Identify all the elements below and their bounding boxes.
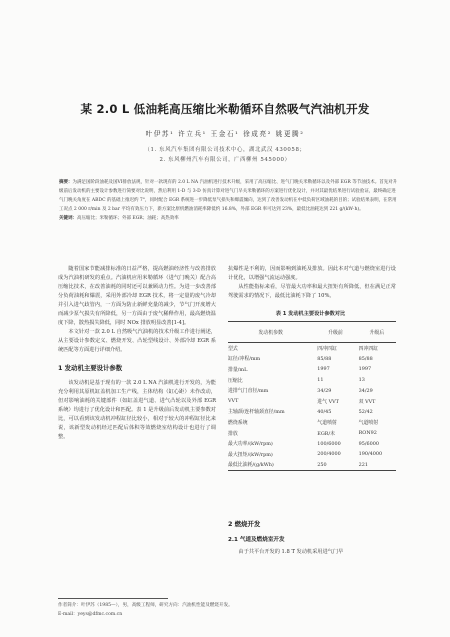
table-row [228,417,396,428]
author-list: 叶伊苏¹ 许立兵¹ 王金石¹ 徐成亮² 姚更腾² [145,130,305,138]
table-cell: 四冲四缸 [317,345,337,352]
author-email: E-mail：yeys@dfmc.com.cn [58,612,123,617]
table-cell: 221 [355,460,396,471]
keywords-text: 高压缩比；米勒循环；外部 EGR；油耗；高热效率 [77,216,179,222]
intro-paragraph-1: 随着国家节能减排标准的日益严格，提高燃油经济性与改善排放成为汽油机研发的重点。汽油机应用米勒循环（进气门晚关）配合高压缩比技术，在改善油耗的同时还可以兼顾动力性。为进一步改善部分负荷油耗和爆震，采用外部冷却 EGR 技术，将一定量的废气冷却并引入进气歧管内，一方面为防止新鲜充量的减少，节气门开度增大而减少泵气损失有所降低，另一方面由于废气稀释作用，最高燃烧温度下降，散热损失降低，同时 NOx 排放明显改善[1-4]。 [58,266,216,326]
table-cell: 11 [317,377,324,384]
table-row [228,385,396,396]
table-cell: 13 [358,377,365,384]
table-row [228,460,396,471]
table-cell: 100/6000 [317,440,341,447]
table-cell: 34/29 [317,387,332,394]
table-cell: 190/4000 [358,451,383,458]
table-cell: 进气 VVT [317,398,339,405]
table-cell: 排量/mL [228,366,248,373]
section-1-paragraph: 该发动机是基于现有的一款 2.0 L NA 汽油机进行开发的，为能充分利用其原机缸盖机加工生产线，主体结构（缸心距）未作改动，但对影响油耗的关键部件（如缸盖进气道、进气凸轮以及外部 EGR 系统）均进行了优化设计和匹配。表 1 是升级前后发动机主要参数对比，可以看到该发动机冲程缸径比较小，相对于较大的冲程缸径比来说，该新型发动机经过匹配后体积等效燃烧室结构设计也进行了调整。 [58,380,216,440]
table-cell: 缸径/冲程/mm [228,356,261,363]
keywords-label: 关键词： [59,216,77,222]
intro-paragraph-2: 本文针对一款 2.0 L 自然吸气汽油机的技术升级工作进行阐述，从主要设计参数定义、燃烧开发、凸轮型线设计、外部冷却 EGR 系统匹配等方面进行详细介绍。 [58,329,216,353]
author-bio-footnote: 作者简介：叶伊苏（1985—），男，高级工程师，研究方向：汽油机性能及燃烧开发。 [58,603,233,608]
table-cell: 最低比油耗/(g/kWh) [228,460,313,471]
table-caption: 表 1 发动机主要设计参数对比 [275,311,346,317]
right-column-bottom [228,520,396,557]
affiliation-2: 2. 东风柳州汽车有限公司，广西柳州 545000） [159,157,291,163]
table-row [228,354,396,365]
section-1-heading: 1 发动机主要设计参数 [58,364,123,372]
table-cell: 85/88 [317,355,332,362]
table-cell: 压缩比 [228,377,243,384]
table-cell: 四冲四缸 [358,345,379,352]
left-column [58,265,216,442]
table-header-cell: 升级前 [313,322,354,343]
paper-title: 某 2.0 L 低油耗高压缩比米勒循环自然吸气汽油机开发 [80,102,370,116]
table-header-row [228,322,396,343]
table-cell: 气道喷射 [358,419,379,426]
right-paragraph-2: 从性能指标来看，尽管最大功率和最大扭矩有所降低，但在满足正常驾驶需求的情况下，最低比油耗下降了 10%。 [228,284,396,299]
right-paragraph-1: 抗爆性是不利的，因而影响到油耗及排放。因此本对气道与燃烧室进行设计优化，以增强气流运动强度。 [228,266,396,281]
abstract-label: 摘要： [59,180,73,185]
table-cell: 52/42 [358,408,373,415]
table-cell: VVT [228,398,239,405]
table-cell: 250 [313,460,354,471]
table-cell: EGR/未 [317,430,335,437]
table-cell: 进排气门直径/mm [228,388,269,395]
table-cell: 95/6000 [358,440,379,447]
table-cell: 1997 [358,366,372,373]
table-cell: 排放 [228,430,238,437]
table-cell: 200/4000 [317,451,341,458]
table-header-cell: 发动机参数 [228,322,313,343]
table-row [228,396,396,407]
table-row [228,428,396,439]
section-2-heading: 2 燃烧开发 [228,520,261,528]
right-column-top [228,265,396,301]
table-row [228,375,396,386]
spec-table [228,321,396,471]
table-cell: 主轴颈/连杆轴颈直径/mm [228,409,285,416]
table-cell: 双 VVT [358,398,376,405]
affiliation-1: （1. 东风汽车集团有限公司技术中心，湖北武汉 430058； [144,147,306,153]
table-row [228,364,396,375]
table-cell: 最大功率/(kW/rpm) [228,441,273,448]
table-cell: 最大扭矩/(kW/rpm) [228,451,273,458]
table-row [228,438,396,449]
table-row [228,407,396,418]
table-cell: 燃烧系统 [228,419,248,426]
table-cell: 气道喷射 [317,419,337,426]
table-cell: 型式 [228,345,238,352]
table-row [228,449,396,460]
table-cell: 1997 [317,366,330,373]
table-cell: 85/88 [358,355,373,362]
footnote-divider [58,598,168,599]
table-row [228,343,396,354]
table-header-cell: 升级后 [355,322,396,343]
table-cell: 40/45 [317,408,332,415]
section-2-1-heading: 2.1 气道及燃烧室开发 [228,537,285,543]
table-cell: 34/29 [358,387,373,394]
abstract-text: 为满足国阶段油耗及国VI排放法规，针对一款现有的 2.0 L NA 汽油机进行技术升级，采用了高压缩比、进气门晚关米勒循环以及外部 EGR 等节油技术。首先对升级前后发动机的主要设计参数进行简要对比说明，然后利用 1-D 与 3-D 仿真计算对进气门早关米勒循环的方案进行优化设计，并对其最优结果进行试验验证，最终确定进气门晚关角度在 ABDC 的基础上推迟约 7°，同时配合 EGR 系统进一步降低泵气损失和爆震倾向，达到了改善发动机在中低负荷区域油耗的目的；试验结果表明，在常用工况点 2 000 r/min 及 2 bar 平均有效压力下，新方案比原机燃油消耗率降低约 16.8%，外部 EGR 率可达到 23%，最低比油耗达到 221 g/(kW·h)。 [59,180,398,213]
section-2-1-paragraph: 由于共平台开发的 1.8 T 发动机采用进气门早 [238,549,344,555]
table-cell: RON92 [358,430,377,437]
abstract-block [59,178,399,223]
